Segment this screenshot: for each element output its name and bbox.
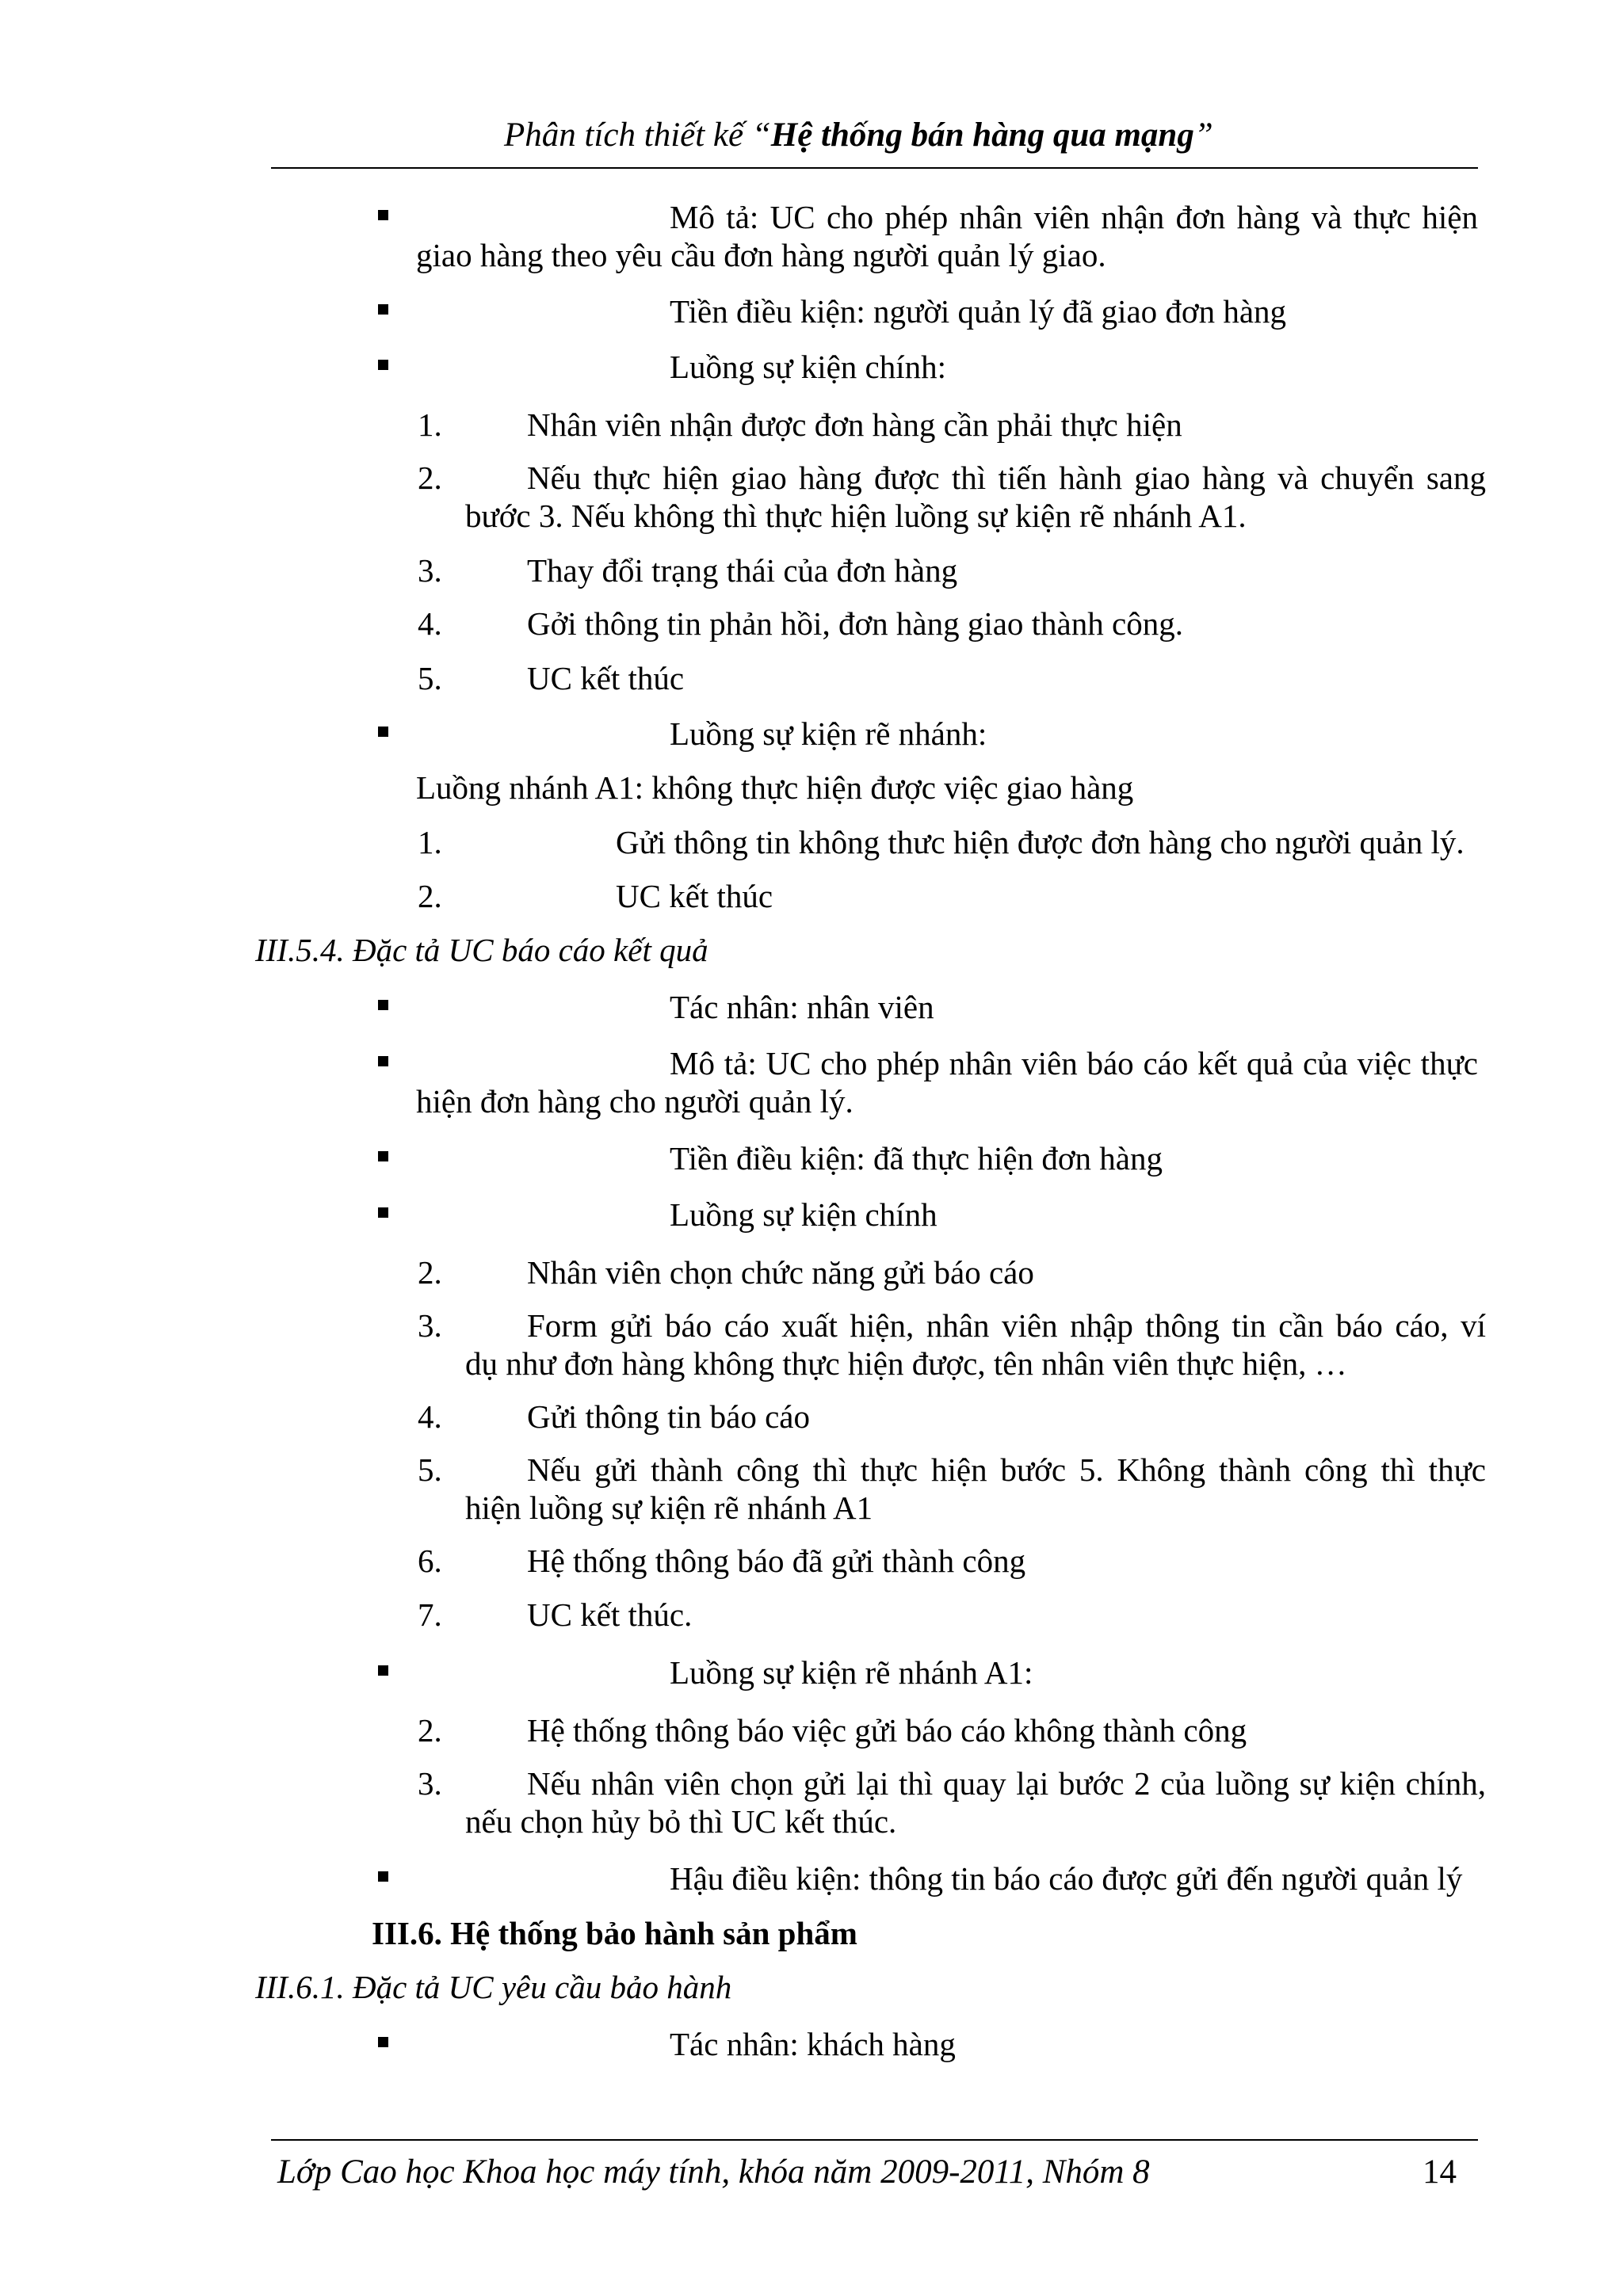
step-line-cont: bước 3. Nếu không thì thực hiện luồng sự kiện rẽ nhánh A1. (465, 498, 1247, 534)
bullet-item-precondition (416, 292, 1478, 330)
bullet-icon (378, 727, 388, 737)
bullet-item-description (416, 1044, 1478, 1120)
bullet-item-actor (416, 2025, 1478, 2063)
bullet-text: Hậu điều kiện: thông tin báo cáo được gửi đến người quản lý (670, 1860, 1463, 1897)
header-rule (271, 167, 1478, 169)
bullet-text: Tiền điều kiện: người quản lý đã giao đơn hàng (670, 293, 1287, 330)
bullet-text: Tiền điều kiện: đã thực hiện đơn hàng (670, 1140, 1163, 1177)
bullet-text-cont: hiện đơn hàng cho người quản lý. (416, 1083, 854, 1119)
bullet-icon (378, 1871, 388, 1882)
footer-rule (271, 2139, 1478, 2141)
step-text (527, 1542, 1486, 1580)
step-text (527, 1711, 1486, 1749)
step-number: 3. (418, 552, 442, 589)
step-text (465, 1764, 1486, 1840)
bullet-icon (378, 1665, 388, 1676)
step-number: 3. (418, 1765, 442, 1802)
step-line: Hệ thống thông báo đã gửi thành công (527, 1543, 1026, 1579)
step-line: Thay đổi trạng thái của đơn hàng (527, 552, 958, 589)
bullet-item-alt-flow (416, 1653, 1478, 1691)
bullet-text: Mô tả: UC cho phép nhân viên nhận đơn hàng và thực hiện (670, 199, 1478, 235)
step-line: Nhân viên chọn chức năng gửi báo cáo (527, 1254, 1034, 1291)
header-title: Hệ thống bán hàng qua mạng (770, 116, 1194, 154)
step-line-cont: hiện luồng sự kiện rẽ nhánh A1 (465, 1489, 873, 1526)
step-number: 7. (418, 1596, 442, 1633)
step-text (465, 1306, 1486, 1383)
step-text (527, 1398, 1486, 1436)
step-line: Hệ thống thông báo việc gửi báo cáo không thành công (527, 1712, 1247, 1749)
bullet-item-actor (416, 988, 1478, 1026)
step-number: 2. (418, 878, 442, 914)
step-number: 2. (418, 1712, 442, 1749)
step-text (616, 823, 1478, 861)
step-number: 1. (418, 824, 442, 860)
step-line: Form gửi báo cáo xuất hiện, nhân viên nhập thông tin cần báo cáo, ví (527, 1307, 1486, 1344)
page-header (504, 116, 1213, 154)
bullet-text: Luồng sự kiện chính (670, 1196, 938, 1233)
step-text (527, 659, 1486, 697)
step-line: Nếu thực hiện giao hàng được thì tiến hành giao hàng và chuyển sang (527, 460, 1486, 496)
bullet-icon (378, 1207, 388, 1218)
bullet-text: Luồng sự kiện chính: (670, 349, 947, 385)
bullet-icon (378, 304, 388, 315)
step-line: Nhân viên nhận được đơn hàng cần phải thực hiện (527, 406, 1182, 443)
page-number: 14 (1423, 2153, 1457, 2191)
bullet-text: Mô tả: UC cho phép nhân viên báo cáo kết quả của việc thực (670, 1045, 1478, 1081)
bullet-item-alt-flow (416, 715, 1478, 753)
branch-label: Luồng nhánh A1: không thực hiện được việc giao hàng (416, 769, 1134, 806)
header-prefix: Phân tích thiết kế “ (504, 116, 771, 154)
step-number: 1. (418, 406, 442, 443)
step-text (527, 1596, 1486, 1634)
bullet-text: Luồng sự kiện rẽ nhánh: (670, 715, 987, 752)
bullet-icon (378, 1056, 388, 1066)
bullet-text: Luồng sự kiện rẽ nhánh A1: (670, 1654, 1033, 1691)
step-text (527, 551, 1486, 589)
bullet-item-main-flow (416, 348, 1478, 386)
header-suffix: ” (1193, 116, 1213, 154)
step-text (527, 1253, 1486, 1291)
step-text (465, 1451, 1486, 1527)
step-line: UC kết thúc (616, 878, 773, 914)
bullet-icon (378, 2037, 388, 2047)
footer-text: Lớp Cao học Khoa học máy tính, khóa năm 2009-2011, Nhóm 8 (277, 2153, 1150, 2191)
step-line-cont: nếu chọn hủy bỏ thì UC kết thúc. (465, 1803, 897, 1840)
step-number: 2. (418, 1254, 442, 1291)
step-number: 4. (418, 605, 442, 642)
subsection-heading: III.6.1. Đặc tả UC yêu cầu bảo hành (255, 1969, 732, 2005)
bullet-item-description (416, 198, 1478, 274)
step-number: 2. (418, 460, 442, 496)
step-line: Nếu nhân viên chọn gửi lại thì quay lại bước 2 của luồng sự kiện chính, (527, 1765, 1486, 1802)
step-number: 5. (418, 660, 442, 696)
step-line: Gửi thông tin không thưc hiện được đơn hàng cho người quản lý. (616, 824, 1465, 860)
bullet-item-main-flow (416, 1196, 1478, 1234)
bullet-text-cont: giao hàng theo yêu cầu đơn hàng người quản lý giao. (416, 237, 1106, 273)
step-line-cont: dụ như đơn hàng không thực hiện được, tên nhân viên thực hiện, … (465, 1345, 1347, 1382)
step-number: 4. (418, 1398, 442, 1435)
bullet-text: Tác nhân: nhân viên (670, 989, 934, 1025)
bullet-icon (378, 1000, 388, 1010)
subsection-heading: III.5.4. Đặc tả UC báo cáo kết quả (255, 932, 708, 968)
step-number: 6. (418, 1543, 442, 1579)
step-line: Gởi thông tin phản hồi, đơn hàng giao thành công. (527, 605, 1183, 642)
step-text (465, 459, 1486, 535)
bullet-icon (378, 210, 388, 220)
bullet-icon (378, 360, 388, 370)
step-line: Nếu gửi thành công thì thực hiện bước 5. Không thành công thì thực (527, 1451, 1486, 1488)
step-number: 5. (418, 1451, 442, 1488)
step-line: UC kết thúc (527, 660, 685, 696)
step-line: Gửi thông tin báo cáo (527, 1398, 810, 1435)
step-text (616, 877, 1478, 915)
step-text (527, 605, 1486, 643)
bullet-icon (378, 1151, 388, 1161)
step-line: UC kết thúc. (527, 1596, 693, 1633)
section-heading: III.6. Hệ thống bảo hành sản phẩm (372, 1915, 857, 1951)
step-text (527, 406, 1486, 444)
bullet-item-precondition (416, 1139, 1478, 1177)
bullet-text: Tác nhân: khách hàng (670, 2026, 956, 2062)
step-number: 3. (418, 1307, 442, 1344)
bullet-item-postcondition (416, 1859, 1478, 1897)
